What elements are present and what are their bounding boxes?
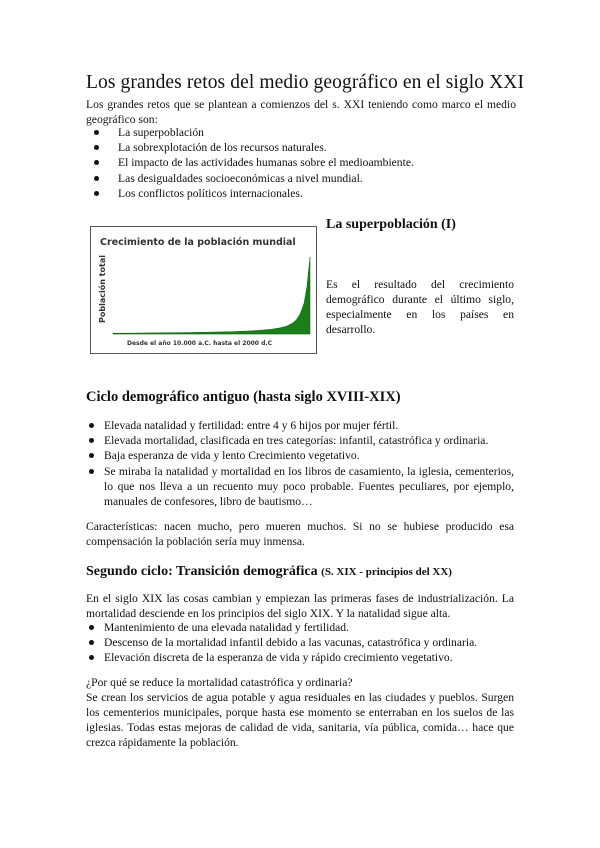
segundo-ciclo-list <box>86 620 514 666</box>
chart-xlabel: Desde el año 10.000 a.C. hasta el 2000 d.C <box>127 340 273 347</box>
list-item: Baja esperanza de vida y lento Crecimiento vegetativo. <box>86 448 514 463</box>
segundo-ciclo-title: Segundo ciclo: Transición demográfica <box>86 564 318 579</box>
chart-canvas <box>91 227 316 353</box>
list-item: Mantenimiento de una elevada natalidad y fertilidad. <box>86 620 514 635</box>
population-chart <box>90 226 317 354</box>
chart-ylabel: Población total <box>98 255 107 323</box>
intro-paragraph: Los grandes retos que se plantean a comienzos del s. XXI teniendo como marco el medio geográfico son: <box>86 98 516 126</box>
superpoblacion-text: Es el resultado del crecimiento demográfico durante el último siglo, especialmente en los países en desarrollo. <box>326 278 514 336</box>
question-paragraph: ¿Por qué se reduce la mortalidad catastrófica y ordinaria? <box>86 676 353 689</box>
list-item: Descenso de la mortalidad infantil debido a las vacunas, catastrófica y ordinaria. <box>86 635 514 650</box>
list-item: Elevada mortalidad, clasificada en tres categorías: infantil, catastrófica y ordinaria. <box>86 433 514 448</box>
page-title: Los grandes retos del medio geográfico en el siglo XXI <box>86 72 525 93</box>
answer-paragraph: Se crean los servicios de agua potable y agua residuales en las ciudades y pueblos. Surgen los cementerios municipales, porque hasta ese momento se enterraban en los suelos de las iglesias. Todas estas mejoras de calidad de vida, sanitaria, vía pública, comida… hace que crezca rápidamente la población. <box>86 691 514 749</box>
chart-title: Crecimiento de la población mundial <box>100 237 296 248</box>
segundo-ciclo-heading <box>86 564 452 580</box>
segundo-ciclo-subtitle: (S. XIX - principios del XX) <box>321 566 452 578</box>
list-item: La sobrexplotación de los recursos naturales. <box>86 140 506 155</box>
list-item: Se miraba la natalidad y mortalidad en los libros de casamiento, la iglesia, cementerios, lo que nos lleva a un recuento muy poco probable. Fuentes peculiares, por ejemplo, manuales de confesores, libro de bautismo… <box>86 464 514 510</box>
list-item: El impacto de las actividades humanas sobre el medioambiente. <box>86 155 506 170</box>
ciclo-antiguo-heading: Ciclo demográfico antiguo (hasta siglo XVIII-XIX) <box>86 389 401 405</box>
list-item: Elevada natalidad y fertilidad: entre 4 y 6 hijos por mujer fértil. <box>86 418 514 433</box>
segundo-ciclo-intro: En el siglo XIX las cosas cambian y empiezan las primeras fases de industrialización. La mortalidad desciende en los principios del siglo XIX. Y la natalidad sigue alta. <box>86 592 514 620</box>
list-item: Los conflictos políticos internacionales. <box>86 186 506 201</box>
ciclo-antiguo-list <box>86 418 514 509</box>
list-item: Elevación discreta de la esperanza de vida y rápido crecimiento vegetativo. <box>86 650 514 665</box>
challenges-list <box>86 125 506 201</box>
caracteristicas-paragraph: Características: nacen mucho, pero mueren muchos. Si no se hubiese producido esa compensación la población sería muy inmensa. <box>86 520 514 548</box>
population-area <box>113 257 310 334</box>
list-item: Las desigualdades socioeconómicas a nivel mundial. <box>86 171 506 186</box>
superpoblacion-heading: La superpoblación (I) <box>326 217 456 232</box>
list-item: La superpoblación <box>86 125 506 140</box>
